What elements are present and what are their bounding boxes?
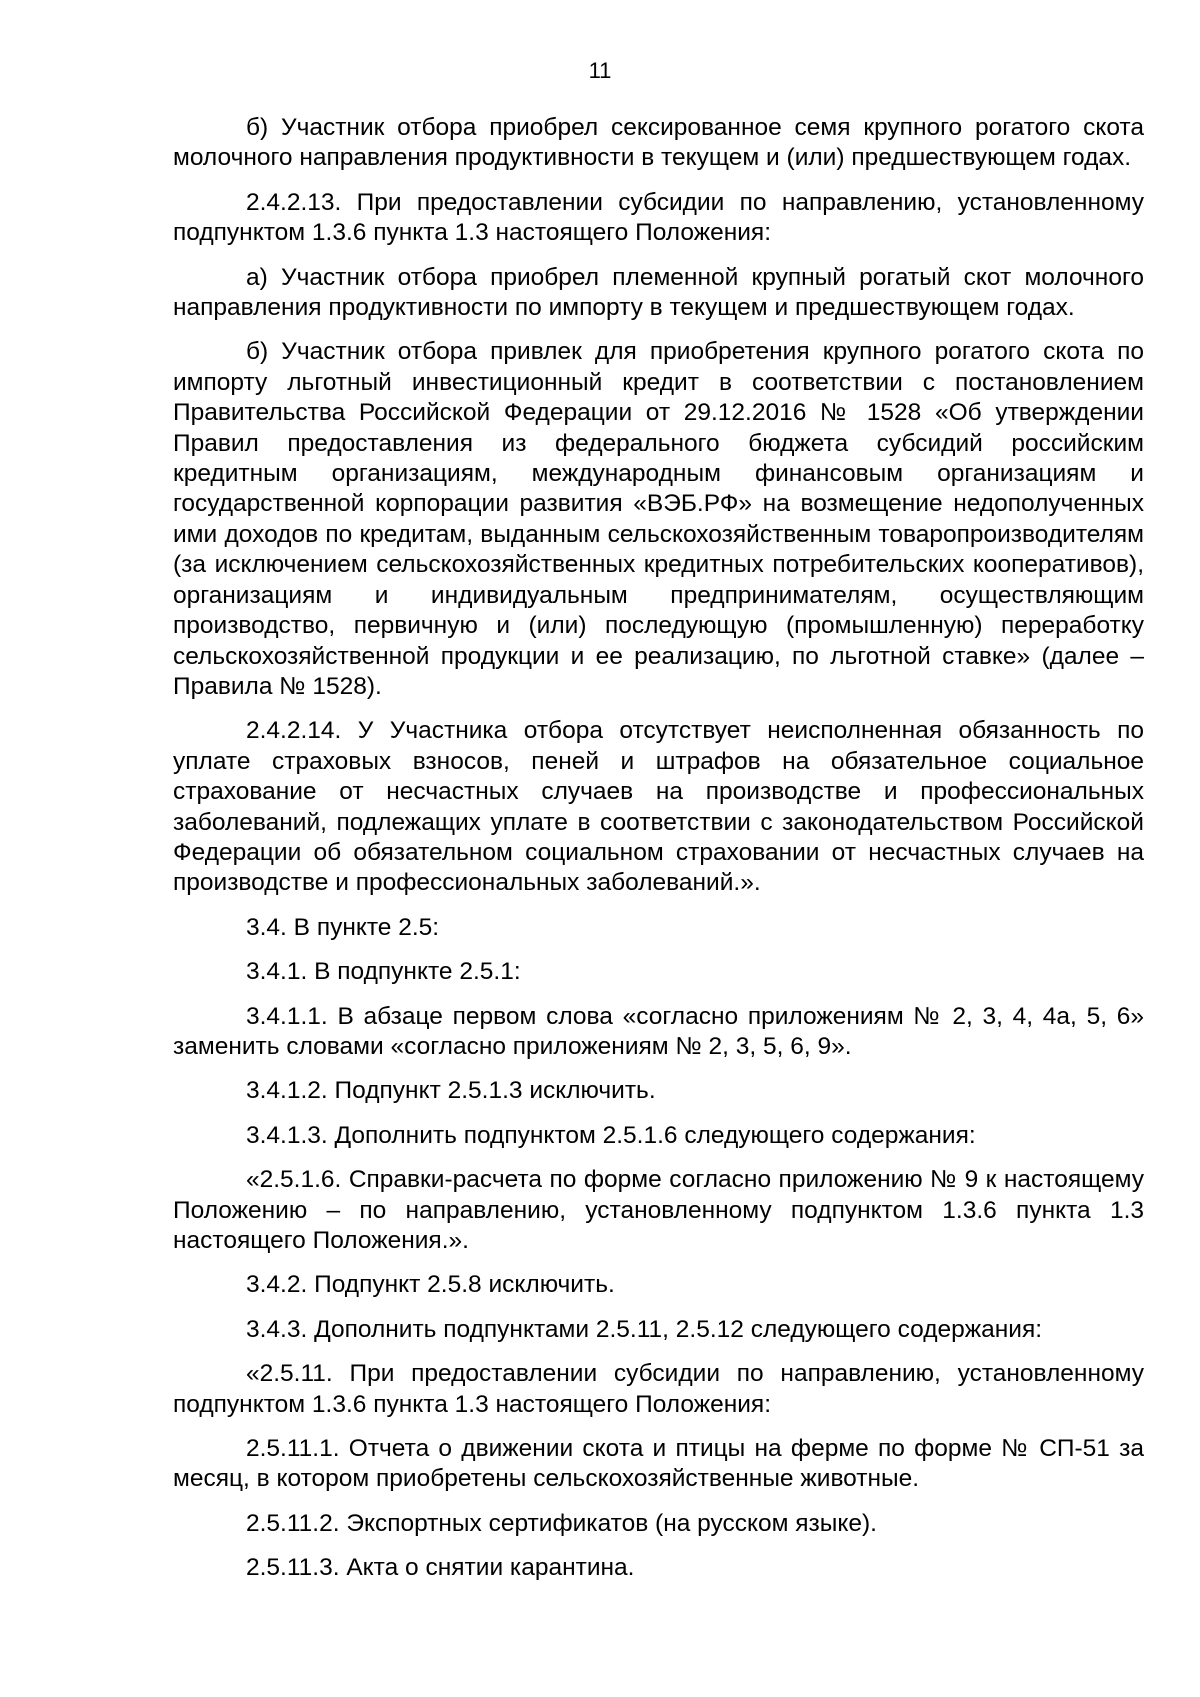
paragraph-2-5-11-3: 2.5.11.3. Акта о снятии карантина.	[246, 1554, 635, 1582]
paragraph-2-4-2-13: 2.4.2.13. При предоставлении субсидии по направлению, установленному подпунктом 1.3.6 пункта 1.3 настоящего Положения:	[173, 188, 1144, 247]
paragraph-3-4-1: 3.4.1. В подпункте 2.5.1:	[246, 958, 521, 986]
paragraph-a-breeding-cattle: а) Участник отбора приобрел племенной крупный рогатый скот молочного направления продуктивности по импорту в текущем и предшествующем годах.	[173, 263, 1144, 322]
paragraph-2-5-11: «2.5.11. При предоставлении субсидии по направлению, установленному подпунктом 1.3.6 пункта 1.3 настоящего Положения:	[173, 1360, 1144, 1418]
paragraph-3-4-3: 3.4.3. Дополнить подпунктами 2.5.11, 2.5.12 следующего содержания:	[246, 1315, 1043, 1343]
paragraph-b-investment-credit: б) Участник отбора привлек для приобретения крупного рогатого скота по импорту льготный инвестиционный кредит в соответствии с постановлением Правительства Российской Федерации от 29.12.2016 № 1528 «Об утверждении Правил предоставления из федерального бюджета субсидий российским кредитным организациям, международным финансовым организациям и государственной корпорации развития «ВЭБ.РФ» на возмещение недополученных ими доходов по кредитам, выданным сельскохозяйственным товаропроизводителям (за исключением сельскохозяйственных кредитных потребительских кооперативов), организациям и индивидуальным предпринимателям, осуществляющим производство, первичную и (или) последующую (промышленную) переработку сельскохозяйственной продукции и ее реализацию, по льготной ставке» (далее – Правила № 1528).	[173, 338, 1144, 700]
document-body	[173, 113, 1144, 1598]
paragraph-3-4-1-1: 3.4.1.1. В абзаце первом слова «согласно приложениям № 2, 3, 4, 4а, 5, 6» заменить словами «согласно приложениям № 2, 3, 5, 6, 9».	[173, 1002, 1144, 1060]
paragraph-3-4-1-2: 3.4.1.2. Подпункт 2.5.1.3 исключить.	[246, 1077, 656, 1105]
paragraph-1-b-sexed-semen: б) Участник отбора приобрел сексированное семя крупного рогатого скота молочного направления продуктивности в текущем и (или) предшествующем годах.	[173, 114, 1144, 172]
paragraph-2-4-2-14: 2.4.2.14. У Участника отбора отсутствует неисполненная обязанность по уплате страховых взносов, пеней и штрафов на обязательное социальное страхование от несчастных случаев на производстве и профессиональных заболеваний, подлежащих уплате в соответствии с законодательством Российской Федерации об обязательном социальном страховании от несчастных случаев на производстве и профессиональных заболеваний.».	[173, 717, 1144, 897]
paragraph-2-5-11-2: 2.5.11.2. Экспортных сертификатов (на русском языке).	[246, 1509, 877, 1537]
page-number: 11	[588, 58, 612, 83]
paragraph-2-5-11-1: 2.5.11.1. Отчета о движении скота и птицы на ферме по форме № СП-51 за месяц, в котором приобретены сельскохозяйственные животные.	[173, 1435, 1144, 1493]
paragraph-2-5-1-6: «2.5.1.6. Справки-расчета по форме согласно приложению № 9 к настоящему Положению – по направлению, установленному подпунктом 1.3.6 пункта 1.3 настоящего Положения.».	[173, 1166, 1144, 1254]
paragraph-3-4: 3.4. В пункте 2.5:	[246, 913, 440, 941]
paragraph-3-4-1-3: 3.4.1.3. Дополнить подпунктом 2.5.1.6 следующего содержания:	[246, 1121, 976, 1149]
paragraph-3-4-2: 3.4.2. Подпункт 2.5.8 исключить.	[246, 1271, 615, 1299]
